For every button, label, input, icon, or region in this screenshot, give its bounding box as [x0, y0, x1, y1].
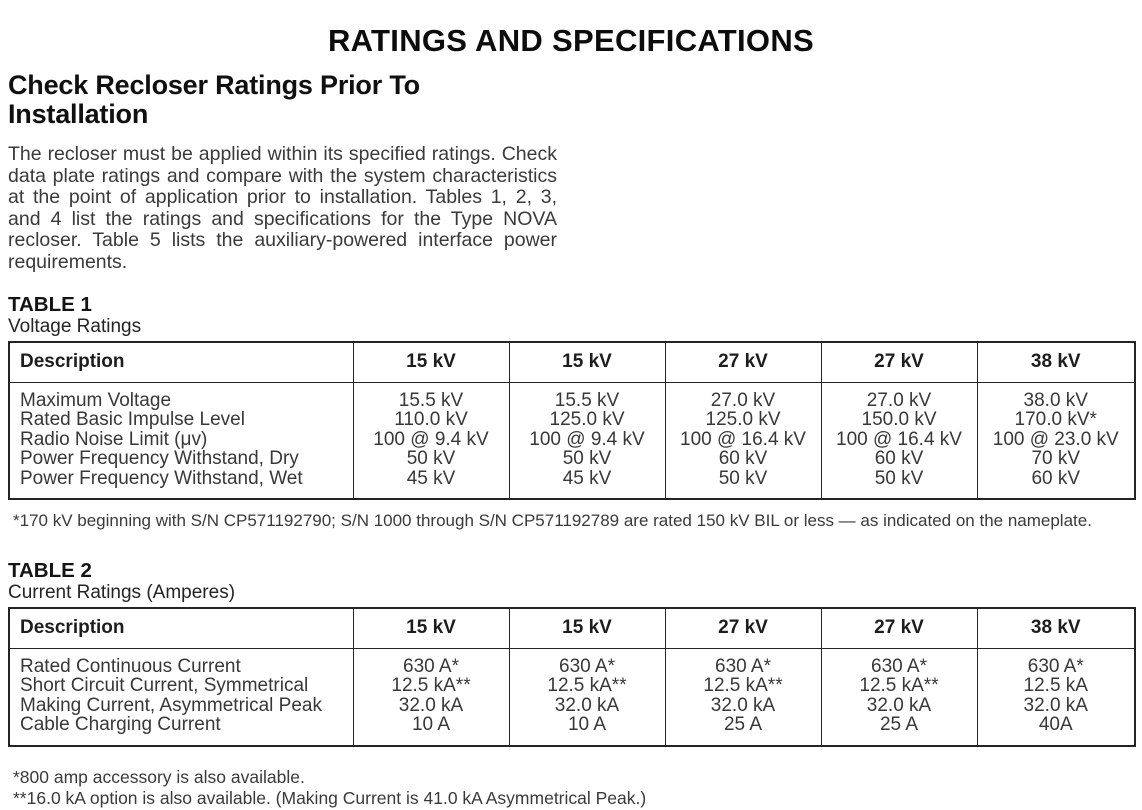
column-header: 27 kV: [821, 608, 977, 648]
column-header: 27 kV: [665, 342, 821, 382]
cell-value: 12.5 kA**: [665, 676, 821, 696]
cell-value: 125.0 kV: [665, 410, 821, 430]
table2-footnotes: [13, 767, 1134, 810]
row-label: Short Circuit Current, Symmetrical: [20, 676, 309, 696]
table-row: [9, 648, 1135, 676]
column-header: Description: [9, 342, 353, 382]
cell-value: 630 A*: [353, 648, 509, 676]
row-label: Radio Noise Limit (μv): [20, 429, 208, 449]
cell-value: 50 kV: [821, 469, 977, 500]
cell-value: 100 @ 9.4 kV: [353, 430, 509, 450]
current-ratings-table: [8, 607, 1136, 747]
cell-value: 32.0 kA: [821, 696, 977, 716]
table-row: [9, 696, 1135, 716]
table-row: [9, 715, 1135, 746]
table-row: [9, 430, 1135, 450]
cell-value: 15.5 kV: [353, 382, 509, 410]
cell-value: 50 kV: [509, 449, 665, 469]
cell-value: 10 A: [509, 715, 665, 746]
table-row: [9, 382, 1135, 410]
cell-value: 630 A*: [509, 648, 665, 676]
table-row: [9, 410, 1135, 430]
table1-caption: Voltage Ratings: [8, 316, 142, 337]
cell-value: 45 kV: [353, 469, 509, 500]
cell-value: 12.5 kA**: [509, 676, 665, 696]
cell-value: 12.5 kA**: [821, 676, 977, 696]
cell-value: 125.0 kV: [509, 410, 665, 430]
column-header: 15 kV: [353, 342, 509, 382]
cell-value: 38.0 kV: [977, 382, 1135, 410]
column-header: 15 kV: [353, 608, 509, 648]
cell-value: 10 A: [353, 715, 509, 746]
cell-value: 32.0 kA: [509, 696, 665, 716]
cell-value: 150.0 kV: [821, 410, 977, 430]
cell-value: 25 A: [665, 715, 821, 746]
cell-value: 45 kV: [509, 469, 665, 500]
cell-value: 100 @ 16.4 kV: [821, 430, 977, 450]
row-label: Making Current, Asymmetrical Peak: [20, 695, 322, 715]
column-header: 38 kV: [977, 608, 1135, 648]
cell-value: 50 kV: [665, 469, 821, 500]
column-header: 27 kV: [665, 608, 821, 648]
cell-value: 60 kV: [977, 469, 1135, 500]
cell-value: 12.5 kA**: [353, 676, 509, 696]
cell-value: 100 @ 9.4 kV: [509, 430, 665, 450]
row-label: Rated Basic Impulse Level: [20, 410, 245, 430]
cell-value: 27.0 kV: [665, 382, 821, 410]
table1-label: TABLE 1: [8, 293, 92, 316]
table2-footnote-2: **16.0 kA option is also available. (Making Current is 41.0 kA Asymmetrical Peak.): [13, 788, 647, 808]
row-label: Power Frequency Withstand, Wet: [20, 468, 303, 489]
cell-value: 12.5 kA: [977, 676, 1135, 696]
cell-value: 60 kV: [821, 449, 977, 469]
header-row: [9, 608, 1135, 648]
column-header: 15 kV: [509, 342, 665, 382]
table2-label: TABLE 2: [8, 559, 92, 582]
cell-value: 170.0 kV*: [977, 410, 1135, 430]
row-label: Maximum Voltage: [20, 389, 172, 410]
column-header: 27 kV: [821, 342, 977, 382]
table-row: [9, 676, 1135, 696]
table2-footnote-1: *800 amp accessory is also available.: [13, 766, 305, 787]
cell-value: 110.0 kV: [353, 410, 509, 430]
column-header: 38 kV: [977, 342, 1135, 382]
table2-caption: Current Ratings (Amperes): [8, 582, 236, 603]
row-label: Power Frequency Withstand, Dry: [20, 449, 299, 469]
cell-value: 32.0 kA: [353, 696, 509, 716]
cell-value: 100 @ 23.0 kV: [977, 430, 1135, 450]
cell-value: 630 A*: [665, 648, 821, 676]
cell-value: 50 kV: [353, 449, 509, 469]
cell-value: 60 kV: [665, 449, 821, 469]
cell-value: 70 kV: [977, 449, 1135, 469]
intro-paragraph: The recloser must be applied within its specified ratings. Check data plate ratings and compare with the system characteristics at the point of application prior to installation. Tables 1, 2, 3, and 4 list the ratings and specifications for the Type NOVA recloser. Table 5 lists the auxiliary-powered interface power requirements.: [8, 143, 557, 273]
cell-value: 32.0 kA: [665, 696, 821, 716]
column-header: Description: [9, 608, 353, 648]
cell-value: 630 A*: [977, 648, 1135, 676]
table1-footnote: *170 kV beginning with S/N CP571192790; S/N 1000 through S/N CP571192789 are rated 150 kV BIL or less — as indicated on the nameplate.: [13, 511, 1092, 530]
cell-value: 32.0 kA: [977, 696, 1135, 716]
row-label: Cable Charging Current: [20, 715, 221, 735]
column-header: 15 kV: [509, 608, 665, 648]
cell-value: 100 @ 16.4 kV: [665, 430, 821, 450]
header-row: [9, 342, 1135, 382]
table-row: [9, 469, 1135, 500]
cell-value: 40A: [977, 715, 1135, 746]
table-row: [9, 449, 1135, 469]
voltage-ratings-table: [8, 341, 1136, 500]
cell-value: 15.5 kV: [509, 382, 665, 410]
cell-value: 25 A: [821, 715, 977, 746]
page-title: RATINGS AND SPECIFICATIONS: [327, 23, 814, 58]
cell-value: 630 A*: [821, 648, 977, 676]
section-heading: Check Recloser Ratings Prior To Installation: [8, 70, 420, 129]
cell-value: 27.0 kV: [821, 382, 977, 410]
row-label: Rated Continuous Current: [20, 655, 241, 676]
